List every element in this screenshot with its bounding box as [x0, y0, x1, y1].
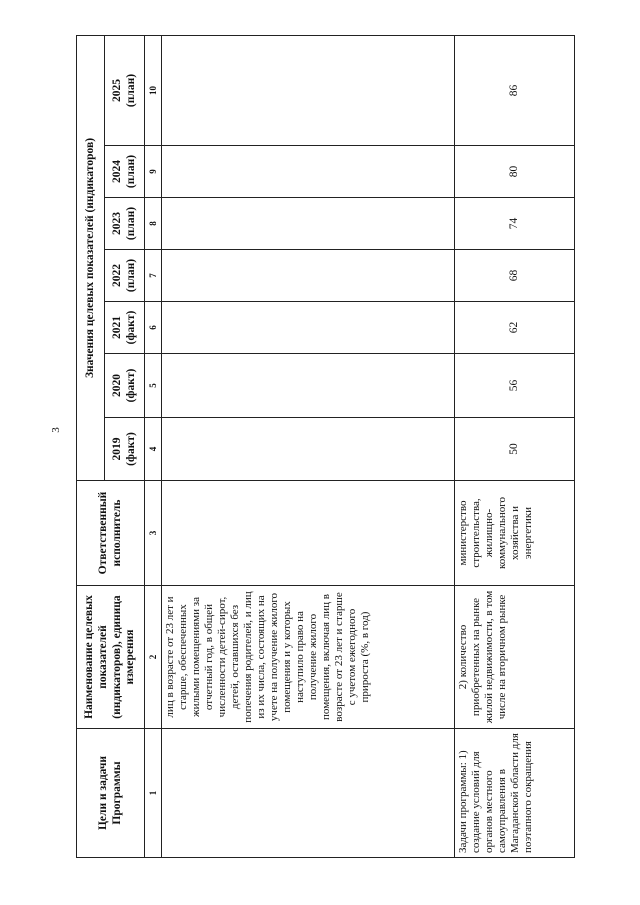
col-number: 9	[145, 146, 162, 198]
table-row	[455, 35, 575, 857]
col-number: 3	[145, 481, 162, 586]
page-number: 3	[50, 427, 62, 433]
header-year-2019: 2019 (факт)	[105, 418, 145, 481]
row-value	[162, 418, 455, 481]
header-year-2024: 2024 (план)	[105, 146, 145, 198]
rotated-table-wrapper	[76, 36, 575, 858]
header-goals: Цели и задачи Программы	[77, 729, 145, 858]
table-row	[162, 35, 455, 857]
column-numbers-row	[145, 35, 162, 857]
row-task	[162, 729, 455, 858]
col-number: 2	[145, 586, 162, 729]
col-number: 5	[145, 354, 162, 418]
row-executor	[162, 481, 455, 586]
indicators-table	[76, 35, 575, 858]
row-executor: министерство строительства, жилищно-коммунального хозяйства и энергетики	[455, 481, 575, 586]
row-value: 68	[455, 250, 575, 302]
header-year-2025: 2025 (план)	[105, 35, 145, 145]
row-value	[162, 250, 455, 302]
row-value: 50	[455, 418, 575, 481]
header-year-2023: 2023 (план)	[105, 198, 145, 250]
row-value: 80	[455, 146, 575, 198]
row-value: 74	[455, 198, 575, 250]
header-year-2020: 2020 (факт)	[105, 354, 145, 418]
col-number: 8	[145, 198, 162, 250]
row-value: 86	[455, 35, 575, 145]
row-value	[162, 302, 455, 354]
header-year-2021: 2021 (факт)	[105, 302, 145, 354]
row-value	[162, 35, 455, 145]
header-year-2022: 2022 (план)	[105, 250, 145, 302]
header-indicator: Наименование целевых показателей (индикаторов), единица измерения	[77, 586, 145, 729]
col-number: 1	[145, 729, 162, 858]
col-number: 10	[145, 35, 162, 145]
row-value: 62	[455, 302, 575, 354]
row-indicator: 2) количество приобретенных на рынке жилой недвижимости, в том числе на вторичном рынке	[455, 586, 575, 729]
row-indicator: лиц в возрасте от 23 лет и старше, обеспеченных жилыми помещениями за отчетный год, в общей численности детей-сирот, детей, оставшихся без попечения родителей, и лиц из их числа, состоящих на учете на получение жилого помещения и у которых наступило право на получение жилого помещения, включая лиц в возрасте от 23 лет и старше с учетом ежегодного прироста (%, в год)	[162, 586, 455, 729]
row-value	[162, 354, 455, 418]
row-task: Задачи программы: 1) создание условий для органов местного самоуправления в Магаданской области для поэтапного сокращения	[455, 729, 575, 858]
col-number: 7	[145, 250, 162, 302]
row-value	[162, 198, 455, 250]
row-value	[162, 146, 455, 198]
col-number: 4	[145, 418, 162, 481]
header-executor: Ответственный исполнитель	[77, 481, 145, 586]
col-number: 6	[145, 302, 162, 354]
header-values-group: Значения целевых показателей (индикаторов)	[77, 35, 105, 480]
row-value: 56	[455, 354, 575, 418]
